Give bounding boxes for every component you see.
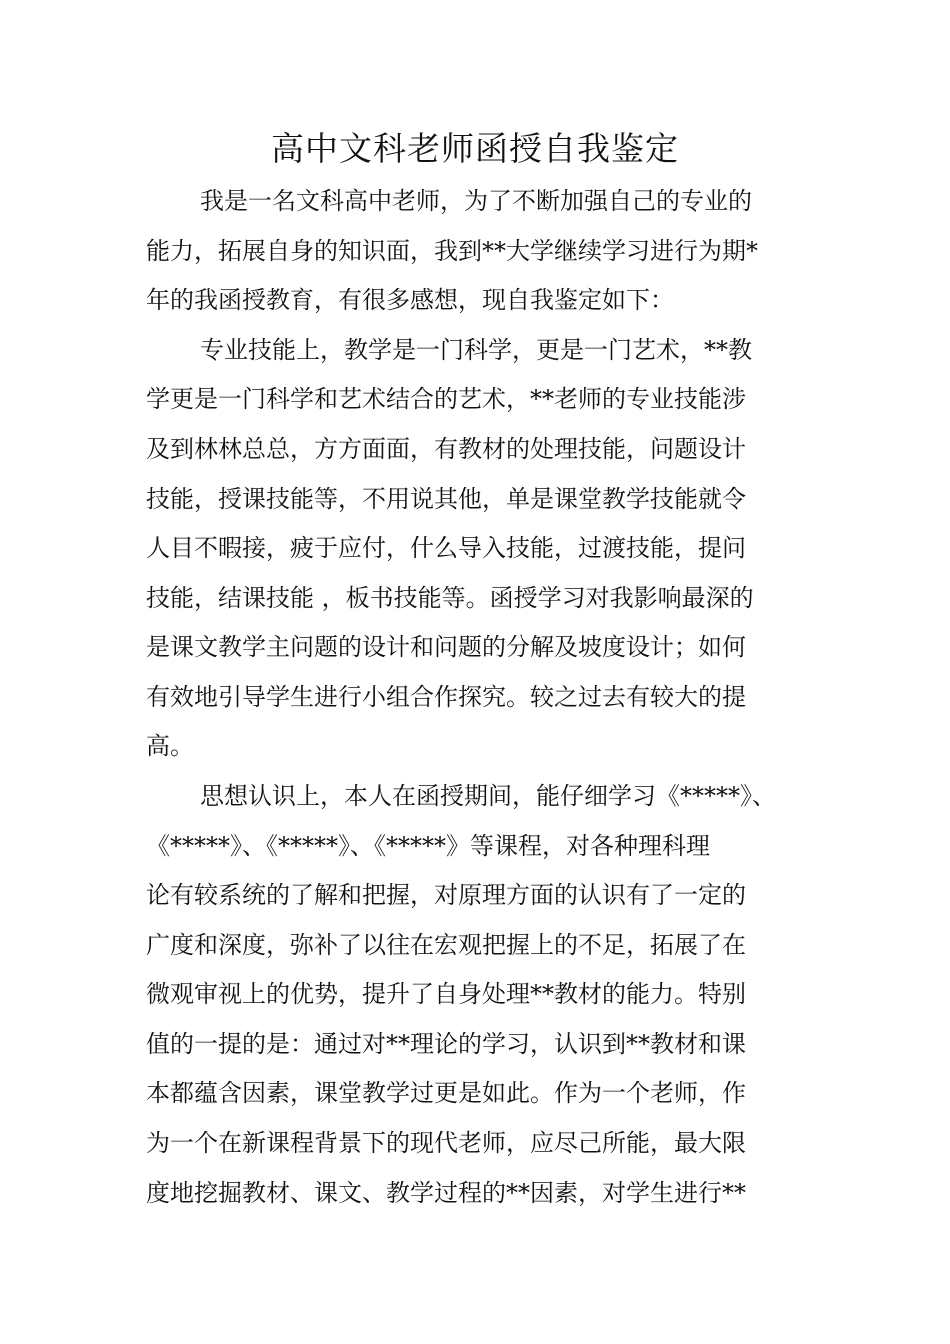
paragraph-line: 是课文教学主问题的设计和问题的分解及坡度设计；如何 [146, 633, 746, 661]
paragraph-line: 我是一名文科高中老师，为了不断加强自己的专业的 [200, 187, 752, 215]
paragraph-line: 《*****》、《*****》、《*****》等课程，对各种理科理 [146, 832, 710, 860]
paragraph-line: 有效地引导学生进行小组合作探究。较之过去有较大的提 [146, 683, 746, 711]
paragraph-line: 专业技能上，教学是一门科学，更是一门艺术，**教 [200, 336, 752, 364]
paragraph-line: 高。 [146, 732, 194, 760]
paragraph-line: 思想认识上，本人在函授期间，能仔细学习《*****》、 [200, 782, 776, 810]
paragraph-line: 及到林林总总，方方面面，有教材的处理技能，问题设计 [146, 435, 746, 463]
paragraph-line: 技能，授课技能等，不用说其他，单是课堂教学技能就令 [146, 485, 746, 513]
paragraph-line: 论有较系统的了解和把握，对原理方面的认识有了一定的 [146, 881, 746, 909]
paragraph-line: 学更是一门科学和艺术结合的艺术，**老师的专业技能涉 [146, 385, 746, 413]
paragraph-line: 年的我函授教育，有很多感想，现自我鉴定如下： [146, 286, 674, 314]
paragraph-line: 微观审视上的优势，提升了自身处理**教材的能力。特别 [146, 980, 746, 1008]
paragraph-line: 人目不暇接，疲于应付，什么导入技能，过渡技能，提问 [146, 534, 746, 562]
paragraph-line: 为一个在新课程背景下的现代老师，应尽己所能，最大限 [146, 1129, 746, 1157]
paragraph-line: 度地挖掘教材、课文、教学过程的**因素，对学生进行** [146, 1179, 746, 1207]
paragraph-line: 本都蕴含因素，课堂教学过更是如此。作为一个老师，作 [146, 1079, 746, 1107]
paragraph-line: 能力，拓展自身的知识面，我到**大学继续学习进行为期* [146, 237, 758, 265]
paragraph-line: 技能，结课技能 ，板书技能等。函授学习对我影响最深的 [146, 584, 754, 612]
paragraph-line: 值的一提的是：通过对**理论的学习，认识到**教材和课 [146, 1030, 746, 1058]
document-title: 高中文科老师函授自我鉴定 [271, 129, 679, 168]
paragraph-line: 广度和深度，弥补了以往在宏观把握上的不足，拓展了在 [146, 931, 746, 959]
